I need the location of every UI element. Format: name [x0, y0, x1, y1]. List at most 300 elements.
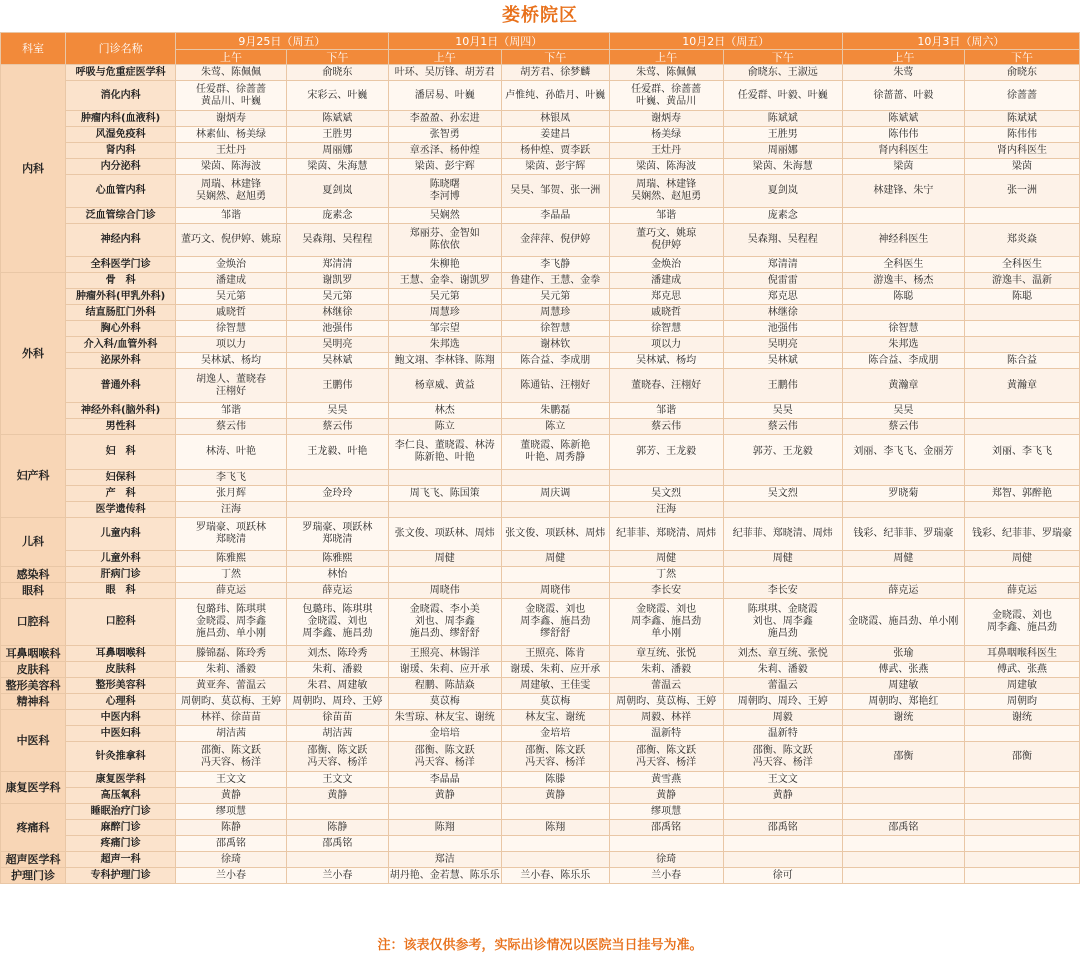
am-doctor-cell [842, 305, 964, 321]
am-doctor-cell: 李晶晶 [388, 772, 501, 788]
clinic-name-cell: 神经外科(脑外科) [66, 403, 176, 419]
pm-doctor-cell: 肾内科医生 [964, 143, 1079, 159]
pm-doctor-cell: 倪雷雷 [723, 273, 842, 289]
pm-doctor-cell: 吴元第 [287, 289, 389, 305]
pm-doctor-cell: 胡洁茜 [287, 726, 389, 742]
schedule-table [0, 32, 1080, 884]
pm-doctor-cell: 陈伟伟 [964, 127, 1079, 143]
dept-cell: 皮肤科 [1, 662, 66, 678]
pm-doctor-cell: 刘杰、章互统、张悦 [723, 646, 842, 662]
pm-doctor-cell: 朱鹏磊 [501, 403, 609, 419]
pm-doctor-cell: 吴昊 [287, 403, 389, 419]
table-row [1, 804, 1080, 820]
dept-cell: 眼科 [1, 583, 66, 599]
pm-doctor-cell: 林银凤 [501, 111, 609, 127]
pm-doctor-cell: 卢惟纯、孙皓月、叶巍 [501, 81, 609, 111]
am-doctor-cell: 周朝昀、莫苡梅、王婷 [609, 694, 723, 710]
pm-doctor-cell [287, 470, 389, 486]
am-doctor-cell: 陈伟伟 [842, 127, 964, 143]
am-doctor-cell: 兰小春 [176, 868, 287, 884]
am-doctor-cell: 郑丽芬、金智如 陈依依 [388, 224, 501, 257]
pm-doctor-cell: 蔡云伟 [287, 419, 389, 435]
dept-cell: 整形美容科 [1, 678, 66, 694]
pm-doctor-cell: 朱莉、潘毅 [723, 662, 842, 678]
pm-doctor-cell: 蔡云伟 [723, 419, 842, 435]
am-doctor-cell: 周建敏 [842, 678, 964, 694]
pm-doctor-cell: 郑炎焱 [964, 224, 1079, 257]
am-doctor-cell: 邵衡、陈文跃 冯天容、杨洋 [388, 742, 501, 772]
am-doctor-cell: 潘居易、叶巍 [388, 81, 501, 111]
clinic-name-cell: 超声一科 [66, 852, 176, 868]
am-doctor-cell: 徐琦 [609, 852, 723, 868]
table-row [1, 567, 1080, 583]
pm-doctor-cell: 郑清清 [287, 257, 389, 273]
am-doctor-cell: 朱雪琼、林友宝、谢统 [388, 710, 501, 726]
am-doctor-cell: 温新特 [609, 726, 723, 742]
am-doctor-cell: 李盈盈、孙宏进 [388, 111, 501, 127]
am-doctor-cell: 谢炳寿 [609, 111, 723, 127]
table-row [1, 788, 1080, 804]
clinic-name-cell: 针灸推拿科 [66, 742, 176, 772]
am-doctor-cell: 谢瑗、朱莉、应开承 [388, 662, 501, 678]
pm-doctor-cell: 吴昊、邹贺、张一洲 [501, 175, 609, 208]
pm-doctor-cell: 黄静 [723, 788, 842, 804]
table-row [1, 369, 1080, 403]
am-doctor-cell: 周瑞、林建锋 吴娴然、赵旭勇 [176, 175, 287, 208]
am-doctor-cell: 陈静 [176, 820, 287, 836]
pm-doctor-cell: 耳鼻咽喉科医生 [964, 646, 1079, 662]
am-doctor-cell: 包璐玮、陈琪琪 金晓霞、周李鑫 施昌劲、单小刚 [176, 599, 287, 646]
am-header: 上午 [176, 50, 287, 65]
clinic-name-cell: 耳鼻咽喉科 [66, 646, 176, 662]
am-doctor-cell: 陈聪 [842, 289, 964, 305]
am-doctor-cell [842, 726, 964, 742]
am-doctor-cell: 蕾温云 [609, 678, 723, 694]
am-doctor-cell: 张文俊、项跃林、周炜 [388, 518, 501, 551]
pm-doctor-cell: 池强伟 [723, 321, 842, 337]
pm-doctor-cell: 吴森翔、吴程程 [723, 224, 842, 257]
am-doctor-cell: 王慧、金拳、谢凯罗 [388, 273, 501, 289]
am-doctor-cell [842, 852, 964, 868]
am-doctor-cell: 胡丹艳、金若慧、陈乐乐 [388, 868, 501, 884]
clinic-header: 门诊名称 [66, 33, 176, 65]
dept-cell: 外科 [1, 273, 66, 435]
table-row [1, 868, 1080, 884]
pm-doctor-cell: 梁茵、彭宇辉 [501, 159, 609, 175]
pm-doctor-cell [964, 567, 1079, 583]
clinic-name-cell: 儿童内科 [66, 518, 176, 551]
am-doctor-cell: 丁然 [609, 567, 723, 583]
pm-doctor-cell: 鲁建作、王慧、金拳 [501, 273, 609, 289]
am-doctor-cell [842, 470, 964, 486]
am-doctor-cell [842, 502, 964, 518]
am-doctor-cell: 鲍文翊、李林锋、陈翔 [388, 353, 501, 369]
am-doctor-cell: 任爱群、徐蔷蔷 叶巍、黄品川 [609, 81, 723, 111]
pm-doctor-cell: 吴林斌 [723, 353, 842, 369]
am-doctor-cell: 林素仙、杨美绿 [176, 127, 287, 143]
clinic-name-cell: 麻醉门诊 [66, 820, 176, 836]
pm-doctor-cell: 陈雅熙 [287, 551, 389, 567]
pm-doctor-cell: 王文文 [723, 772, 842, 788]
pm-doctor-cell: 纪菲菲、郑晓清、周炜 [723, 518, 842, 551]
clinic-name-cell: 男性科 [66, 419, 176, 435]
dept-header: 科室 [1, 33, 66, 65]
am-doctor-cell: 程鹏、陈喆焱 [388, 678, 501, 694]
pm-doctor-cell: 姜建昌 [501, 127, 609, 143]
table-row [1, 435, 1080, 470]
pm-doctor-cell [964, 502, 1079, 518]
table-row [1, 599, 1080, 646]
table-row [1, 852, 1080, 868]
pm-doctor-cell: 张文俊、项跃林、周炜 [501, 518, 609, 551]
dept-cell: 护理门诊 [1, 868, 66, 884]
pm-doctor-cell: 吴元第 [501, 289, 609, 305]
table-row [1, 502, 1080, 518]
am-doctor-cell: 陈雅熙 [176, 551, 287, 567]
table-row [1, 257, 1080, 273]
pm-doctor-cell: 王龙毅、叶艳 [287, 435, 389, 470]
table-row [1, 273, 1080, 289]
pm-doctor-cell: 陈滕 [501, 772, 609, 788]
am-doctor-cell: 潘建成 [609, 273, 723, 289]
pm-doctor-cell: 周晓伟 [501, 583, 609, 599]
pm-doctor-cell: 夏剑岚 [723, 175, 842, 208]
am-doctor-cell: 黄雪燕 [609, 772, 723, 788]
clinic-name-cell: 心血管内科 [66, 175, 176, 208]
am-doctor-cell [842, 804, 964, 820]
table-row [1, 127, 1080, 143]
table-row [1, 321, 1080, 337]
pm-doctor-cell: 陈斌斌 [723, 111, 842, 127]
table-row [1, 353, 1080, 369]
pm-doctor-cell [723, 804, 842, 820]
pm-doctor-cell: 梁茵、朱海慧 [723, 159, 842, 175]
pm-doctor-cell: 傅武、张燕 [964, 662, 1079, 678]
am-doctor-cell: 吴元第 [388, 289, 501, 305]
pm-doctor-cell: 钱彩、纪菲菲、罗瑞豪 [964, 518, 1079, 551]
dept-cell: 精神科 [1, 694, 66, 710]
pm-doctor-cell: 谢统 [964, 710, 1079, 726]
table-row [1, 65, 1080, 81]
am-doctor-cell: 蔡云伟 [176, 419, 287, 435]
am-doctor-cell: 胡洁茜 [176, 726, 287, 742]
am-doctor-cell: 周毅、林祥 [609, 710, 723, 726]
am-doctor-cell [388, 804, 501, 820]
clinic-name-cell: 心理科 [66, 694, 176, 710]
pm-doctor-cell: 周朝昀 [964, 694, 1079, 710]
date-header: 10月3日（周六） [842, 33, 1079, 50]
clinic-name-cell: 介入科/血管外科 [66, 337, 176, 353]
pm-doctor-cell: 罗瑞豪、项跃林 郑晓清 [287, 518, 389, 551]
pm-doctor-cell: 温新特 [723, 726, 842, 742]
am-doctor-cell: 邵禹铭 [609, 820, 723, 836]
pm-doctor-cell: 李飞静 [501, 257, 609, 273]
table-row [1, 305, 1080, 321]
am-doctor-cell: 吴林斌、杨均 [609, 353, 723, 369]
table-row [1, 646, 1080, 662]
pm-doctor-cell: 邵衡 [964, 742, 1079, 772]
pm-doctor-cell: 周慧珍 [501, 305, 609, 321]
am-doctor-cell: 邵衡 [842, 742, 964, 772]
am-doctor-cell: 黄静 [176, 788, 287, 804]
am-doctor-cell: 金焕治 [176, 257, 287, 273]
dept-cell: 耳鼻咽喉科 [1, 646, 66, 662]
table-row [1, 678, 1080, 694]
am-doctor-cell: 金培培 [388, 726, 501, 742]
pm-doctor-cell [287, 804, 389, 820]
dept-cell: 内科 [1, 65, 66, 273]
am-doctor-cell: 章互统、张悦 [609, 646, 723, 662]
pm-doctor-cell: 宋彩云、叶巍 [287, 81, 389, 111]
pm-doctor-cell: 周健 [964, 551, 1079, 567]
am-doctor-cell: 肾内科医生 [842, 143, 964, 159]
pm-doctor-cell: 周建敏、王佳雯 [501, 678, 609, 694]
am-doctor-cell: 林建锋、朱宁 [842, 175, 964, 208]
clinic-name-cell: 皮肤科 [66, 662, 176, 678]
am-doctor-cell: 周健 [388, 551, 501, 567]
pm-doctor-cell: 游逸丰、温新 [964, 273, 1079, 289]
pm-doctor-cell: 董晓霞、陈新艳 叶艳、周秀静 [501, 435, 609, 470]
clinic-name-cell: 眼 科 [66, 583, 176, 599]
table-row [1, 710, 1080, 726]
am-doctor-cell: 吴文烈 [609, 486, 723, 502]
date-header: 9月25日（周五） [176, 33, 389, 50]
am-doctor-cell: 吴娴然 [388, 208, 501, 224]
am-doctor-cell: 邹谐 [176, 208, 287, 224]
pm-doctor-cell: 徐苗苗 [287, 710, 389, 726]
date-header: 10月2日（周五） [609, 33, 842, 50]
am-doctor-cell: 林涛、叶艳 [176, 435, 287, 470]
pm-doctor-cell: 林怡 [287, 567, 389, 583]
pm-doctor-cell: 邵禹铭 [723, 820, 842, 836]
am-doctor-cell: 朱柳艳 [388, 257, 501, 273]
am-doctor-cell: 金晓霞、施昌劲、单小刚 [842, 599, 964, 646]
pm-doctor-cell: 陈静 [287, 820, 389, 836]
table-row [1, 583, 1080, 599]
am-doctor-cell: 傅武、张燕 [842, 662, 964, 678]
am-doctor-cell: 周健 [609, 551, 723, 567]
footer-note: 注：该表仅供参考，实际出诊情况以医院当日挂号为准。 [0, 931, 1080, 961]
pm-doctor-cell: 金培培 [501, 726, 609, 742]
dept-cell: 康复医学科 [1, 772, 66, 804]
clinic-name-cell: 肾内科 [66, 143, 176, 159]
pm-doctor-cell: 杨仲煌、贾李跃 [501, 143, 609, 159]
am-doctor-cell: 陈立 [388, 419, 501, 435]
am-doctor-cell: 朱莺、陈佩佩 [609, 65, 723, 81]
pm-doctor-cell: 王胜男 [723, 127, 842, 143]
am-doctor-cell [388, 470, 501, 486]
pm-doctor-cell: 邵衡、陈文跃 冯天容、杨洋 [501, 742, 609, 772]
am-doctor-cell: 邵禹铭 [176, 836, 287, 852]
am-doctor-cell: 陈合益、李成朋 [842, 353, 964, 369]
dept-cell: 超声医学科 [1, 852, 66, 868]
clinic-name-cell: 睡眠治疗门诊 [66, 804, 176, 820]
pm-doctor-cell [964, 726, 1079, 742]
pm-doctor-cell: 黄静 [501, 788, 609, 804]
table-row [1, 403, 1080, 419]
pm-doctor-cell: 周毅 [723, 710, 842, 726]
am-doctor-cell: 朱莺 [842, 65, 964, 81]
am-doctor-cell [388, 567, 501, 583]
pm-doctor-cell: 邵衡、陈文跃 冯天容、杨洋 [723, 742, 842, 772]
schedule-body [1, 65, 1080, 884]
am-header: 上午 [609, 50, 723, 65]
pm-doctor-cell: 林友宝、谢统 [501, 710, 609, 726]
am-doctor-cell: 纪菲菲、郑晓清、周炜 [609, 518, 723, 551]
pm-doctor-cell: 朱君、周建敏 [287, 678, 389, 694]
am-doctor-cell: 薛克运 [176, 583, 287, 599]
am-doctor-cell: 蔡云伟 [609, 419, 723, 435]
pm-doctor-cell: 黄瀚章 [964, 369, 1079, 403]
am-doctor-cell: 黄瀚章 [842, 369, 964, 403]
pm-doctor-cell: 陈聪 [964, 289, 1079, 305]
am-doctor-cell: 戚晓哲 [609, 305, 723, 321]
clinic-name-cell: 专科护理门诊 [66, 868, 176, 884]
am-doctor-cell: 金焕治 [609, 257, 723, 273]
pm-doctor-cell: 陈合益 [964, 353, 1079, 369]
am-doctor-cell: 李飞飞 [176, 470, 287, 486]
pm-doctor-cell: 周丽娜 [287, 143, 389, 159]
am-doctor-cell: 黄亚奔、蕾温云 [176, 678, 287, 694]
pm-doctor-cell: 金萍萍、倪伊婷 [501, 224, 609, 257]
clinic-name-cell: 呼吸与危重症医学科 [66, 65, 176, 81]
am-doctor-cell: 朱莉、潘毅 [609, 662, 723, 678]
pm-doctor-cell: 张一洲 [964, 175, 1079, 208]
pm-doctor-cell: 王鹏伟 [723, 369, 842, 403]
table-row [1, 143, 1080, 159]
clinic-name-cell: 口腔科 [66, 599, 176, 646]
am-doctor-cell: 项以力 [176, 337, 287, 353]
pm-doctor-cell [501, 502, 609, 518]
am-doctor-cell: 戚晓哲 [176, 305, 287, 321]
pm-doctor-cell: 邵衡、陈文跃 冯天容、杨洋 [287, 742, 389, 772]
am-doctor-cell: 张瑜 [842, 646, 964, 662]
am-doctor-cell: 朱莺、陈佩佩 [176, 65, 287, 81]
am-header: 上午 [842, 50, 964, 65]
pm-doctor-cell: 薛克运 [964, 583, 1079, 599]
am-doctor-cell [842, 772, 964, 788]
am-doctor-cell: 王照亮、林锡洋 [388, 646, 501, 662]
pm-doctor-cell: 任爱群、叶毅、叶巍 [723, 81, 842, 111]
table-row [1, 111, 1080, 127]
pm-doctor-cell [723, 567, 842, 583]
pm-doctor-cell [501, 836, 609, 852]
clinic-name-cell: 消化内科 [66, 81, 176, 111]
pm-doctor-cell: 薛克运 [287, 583, 389, 599]
pm-doctor-cell: 陈立 [501, 419, 609, 435]
pm-doctor-cell: 徐智慧 [501, 321, 609, 337]
pm-doctor-cell [501, 852, 609, 868]
clinic-name-cell: 妇保科 [66, 470, 176, 486]
pm-doctor-cell [964, 772, 1079, 788]
pm-doctor-cell: 梁茵 [964, 159, 1079, 175]
pm-doctor-cell: 周健 [723, 551, 842, 567]
am-doctor-cell: 黄静 [609, 788, 723, 804]
am-doctor-cell: 梁茵、彭宇辉 [388, 159, 501, 175]
clinic-name-cell: 产 科 [66, 486, 176, 502]
am-doctor-cell: 梁茵、陈海波 [609, 159, 723, 175]
clinic-name-cell: 妇 科 [66, 435, 176, 470]
pm-doctor-cell [964, 208, 1079, 224]
table-row [1, 289, 1080, 305]
pm-doctor-cell: 胡芳君、徐梦麟 [501, 65, 609, 81]
pm-doctor-cell [964, 836, 1079, 852]
am-doctor-cell: 滕锦磊、陈玲秀 [176, 646, 287, 662]
clinic-name-cell: 结直肠肛门外科 [66, 305, 176, 321]
pm-doctor-cell: 莫苡梅 [501, 694, 609, 710]
am-doctor-cell: 徐智慧 [609, 321, 723, 337]
am-doctor-cell: 金晓霞、李小美 刘也、周李鑫 施昌劲、缪舒舒 [388, 599, 501, 646]
am-doctor-cell: 邵禹铭 [842, 820, 964, 836]
am-doctor-cell: 郭芳、王龙毅 [609, 435, 723, 470]
clinic-name-cell: 儿童外科 [66, 551, 176, 567]
clinic-name-cell: 全科医学门诊 [66, 257, 176, 273]
table-row [1, 694, 1080, 710]
am-doctor-cell: 谢统 [842, 710, 964, 726]
pm-doctor-cell [964, 852, 1079, 868]
pm-header: 下午 [287, 50, 389, 65]
am-doctor-cell: 吴林斌、杨均 [176, 353, 287, 369]
pm-doctor-cell [964, 788, 1079, 804]
pm-doctor-cell: 金玲玲 [287, 486, 389, 502]
am-doctor-cell [842, 868, 964, 884]
pm-doctor-cell: 林继徐 [723, 305, 842, 321]
am-doctor-cell: 朱邦选 [842, 337, 964, 353]
page-title: 娄桥院区 [502, 5, 578, 26]
am-doctor-cell: 周慧珍 [388, 305, 501, 321]
pm-doctor-cell: 陈翔 [501, 820, 609, 836]
pm-doctor-cell: 陈通钻、汪栩好 [501, 369, 609, 403]
am-doctor-cell: 林祥、徐苗苗 [176, 710, 287, 726]
am-doctor-cell [842, 567, 964, 583]
am-doctor-cell: 金晓霞、刘也 周李鑫、施昌劲 单小刚 [609, 599, 723, 646]
am-doctor-cell: 潘建成 [176, 273, 287, 289]
clinic-name-cell: 高压氧科 [66, 788, 176, 804]
pm-doctor-cell: 周庆调 [501, 486, 609, 502]
am-doctor-cell: 陈斌斌 [842, 111, 964, 127]
date-header: 10月1日（周四） [388, 33, 609, 50]
pm-doctor-cell [287, 852, 389, 868]
am-doctor-cell: 黄静 [388, 788, 501, 804]
am-doctor-cell: 莫苡梅 [388, 694, 501, 710]
pm-doctor-cell: 兰小春 [287, 868, 389, 884]
pm-doctor-cell: 吴昊 [723, 403, 842, 419]
am-doctor-cell: 缪项慧 [176, 804, 287, 820]
pm-doctor-cell: 刘杰、陈玲秀 [287, 646, 389, 662]
table-row [1, 337, 1080, 353]
pm-doctor-cell [723, 502, 842, 518]
am-doctor-cell: 郑克思 [609, 289, 723, 305]
am-doctor-cell: 朱莉、潘毅 [176, 662, 287, 678]
pm-doctor-cell: 王鹏伟 [287, 369, 389, 403]
clinic-name-cell: 中医内科 [66, 710, 176, 726]
table-row [1, 175, 1080, 208]
am-doctor-cell: 杨美绿 [609, 127, 723, 143]
pm-doctor-cell: 庞素念 [723, 208, 842, 224]
am-doctor-cell: 章丞泽、杨仲煌 [388, 143, 501, 159]
am-doctor-cell: 邵衡、陈文跃 冯天容、杨洋 [176, 742, 287, 772]
table-row [1, 224, 1080, 257]
am-doctor-cell: 邵衡、陈文跃 冯天容、杨洋 [609, 742, 723, 772]
am-doctor-cell [388, 502, 501, 518]
pm-doctor-cell: 谢瑗、朱莉、应开承 [501, 662, 609, 678]
table-row [1, 726, 1080, 742]
am-doctor-cell: 王灶丹 [609, 143, 723, 159]
dept-cell: 口腔科 [1, 599, 66, 646]
pm-doctor-cell: 吴明亮 [287, 337, 389, 353]
am-doctor-cell: 王文文 [176, 772, 287, 788]
pm-doctor-cell: 谢凯罗 [287, 273, 389, 289]
